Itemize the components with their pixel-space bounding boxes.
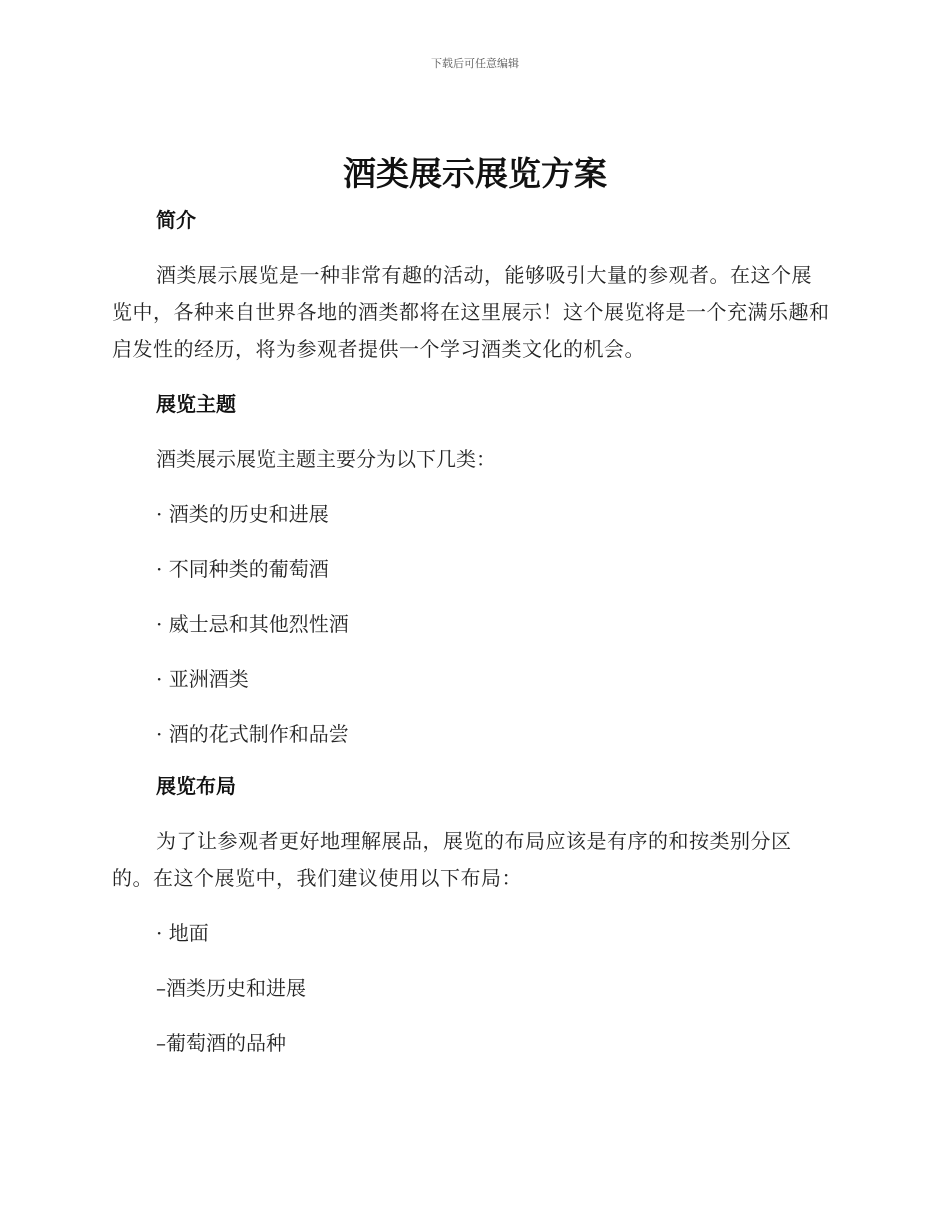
theme-intro-line: 酒类展示展览主题主要分为以下几类： [156,447,496,471]
intro-paragraph: 酒类展示展览是一种非常有趣的活动，能够吸引大量的参观者。在这个展览中，各种来自世界各地的酒类都将在这里展示！这个展览将是一个充满乐趣和启发性的经历，将为参观者提供一个学习酒类文化的机会。 [112,263,830,361]
theme-list-item: · 酒类的历史和进展 [156,502,329,526]
layout-list-item: –葡萄酒的品种 [156,1031,286,1055]
page-header-note: 下载后可任意编辑 [431,57,519,70]
section-heading-layout: 展览布局 [156,774,236,798]
theme-list-item: · 威士忌和其他烈性酒 [156,612,349,636]
layout-list-item: · 地面 [156,921,209,945]
theme-list-item: · 亚洲酒类 [156,667,249,691]
layout-list-item: –酒类历史和进展 [156,976,306,1000]
layout-paragraph: 为了让参观者更好地理解展品，展览的布局应该是有序的和按类别分区的。在这个展览中，我们建议使用以下布局： [112,829,792,890]
document-title: 酒类展示展览方案 [343,154,607,193]
theme-list-item: · 酒的花式制作和品尝 [156,722,349,746]
document-body [112,202,832,1062]
section-heading-intro: 简介 [156,208,196,232]
theme-list-item: · 不同种类的葡萄酒 [156,557,329,581]
section-heading-theme: 展览主题 [156,392,236,416]
